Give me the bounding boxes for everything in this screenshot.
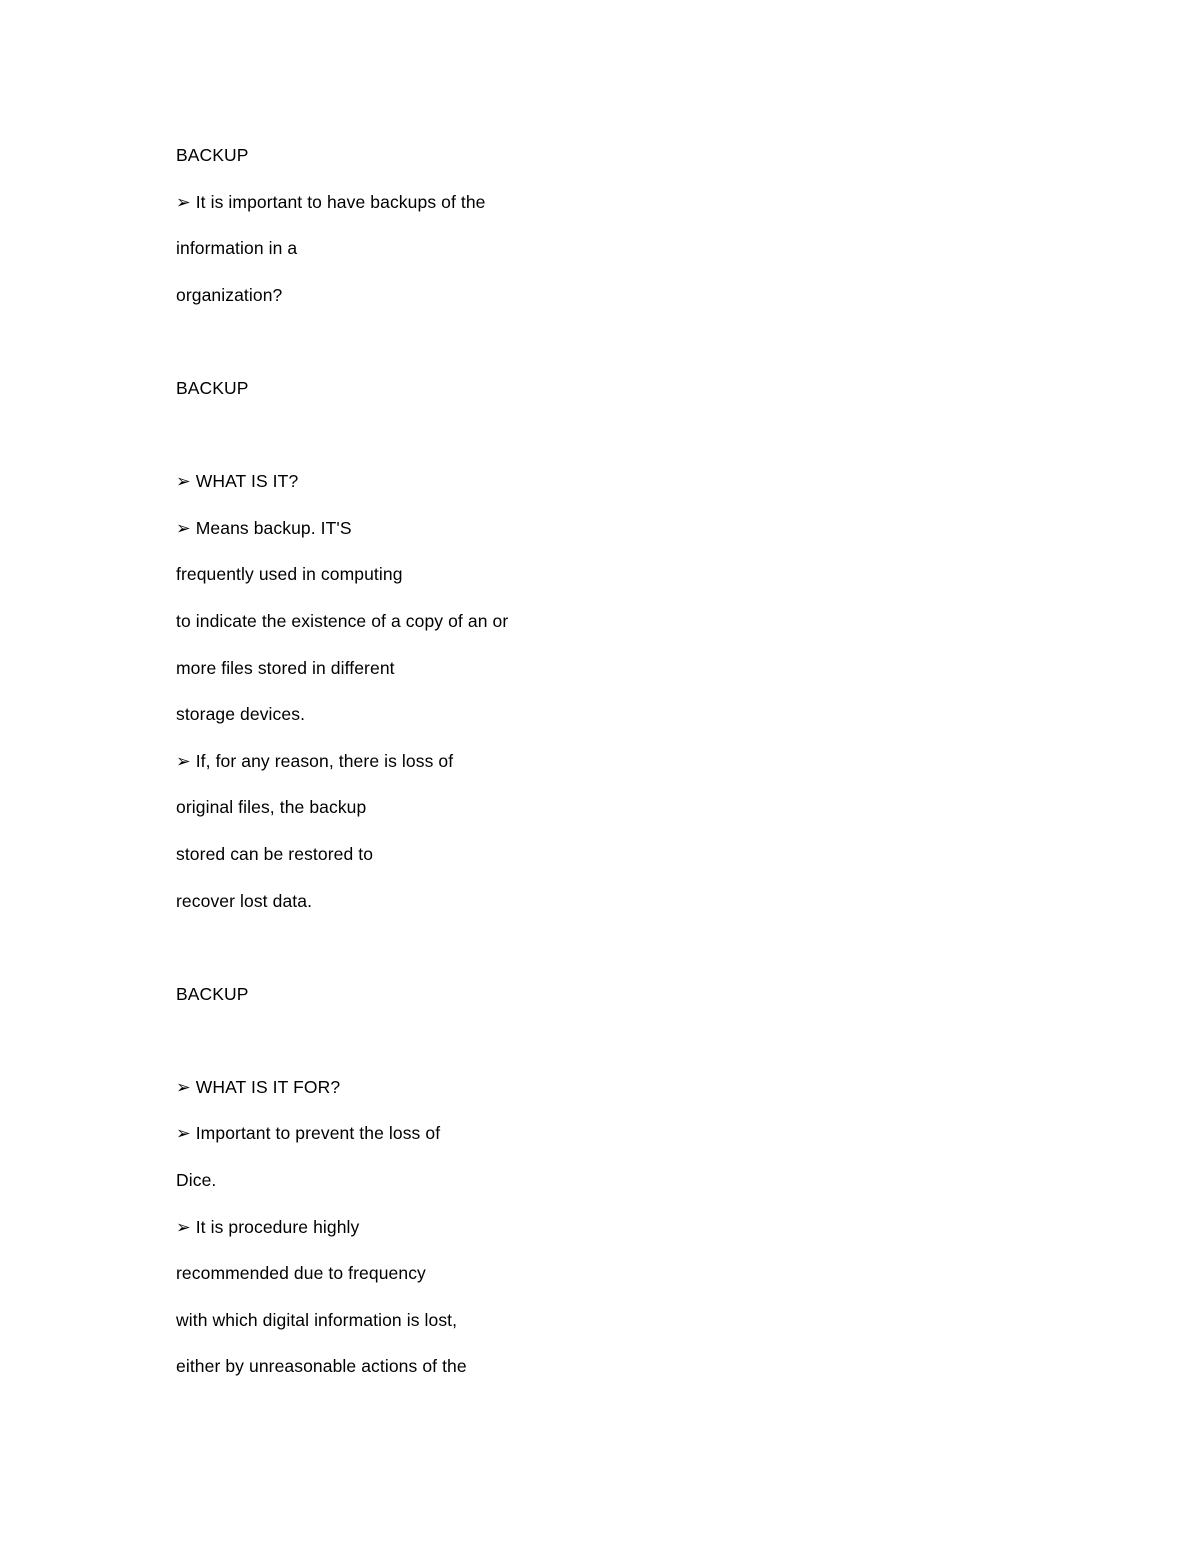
bullet-line: ➢ WHAT IS IT FOR? xyxy=(176,1076,341,1097)
bullet-line: ➢ It is important to have backups of the xyxy=(176,191,486,212)
text-line: to indicate the existence of a copy of an or xyxy=(176,610,509,631)
blank-line xyxy=(176,421,876,468)
text-line: frequently used in computing xyxy=(176,564,403,585)
text-line: original files, the backup xyxy=(176,797,367,818)
text-line: Dice. xyxy=(176,1170,217,1191)
text-line: recover lost data. xyxy=(176,890,313,911)
text-line: more files stored in different xyxy=(176,657,395,678)
text-line: storage devices. xyxy=(176,704,306,725)
bullet-line: ➢ Important to prevent the loss of xyxy=(176,1123,441,1144)
text-line: organization? xyxy=(176,284,283,305)
blank-line xyxy=(176,933,876,980)
bullet-line: ➢ Means backup. IT'S xyxy=(176,517,352,538)
text-line: stored can be restored to xyxy=(176,843,374,864)
text-line: either by unreasonable actions of the xyxy=(176,1356,467,1377)
text-line: with which digital information is lost, xyxy=(176,1309,458,1330)
section-heading: BACKUP xyxy=(176,377,249,398)
text-line: information in a xyxy=(176,238,298,259)
bullet-line: ➢ It is procedure highly xyxy=(176,1216,360,1237)
section-heading: BACKUP xyxy=(176,983,249,1004)
blank-line xyxy=(176,327,876,374)
bullet-line: ➢ WHAT IS IT? xyxy=(176,471,299,492)
document-body xyxy=(176,141,876,1399)
text-line: recommended due to frequency xyxy=(176,1263,426,1284)
bullet-line: ➢ If, for any reason, there is loss of xyxy=(176,750,454,771)
blank-line xyxy=(176,1026,876,1073)
section-heading: BACKUP xyxy=(176,145,249,165)
